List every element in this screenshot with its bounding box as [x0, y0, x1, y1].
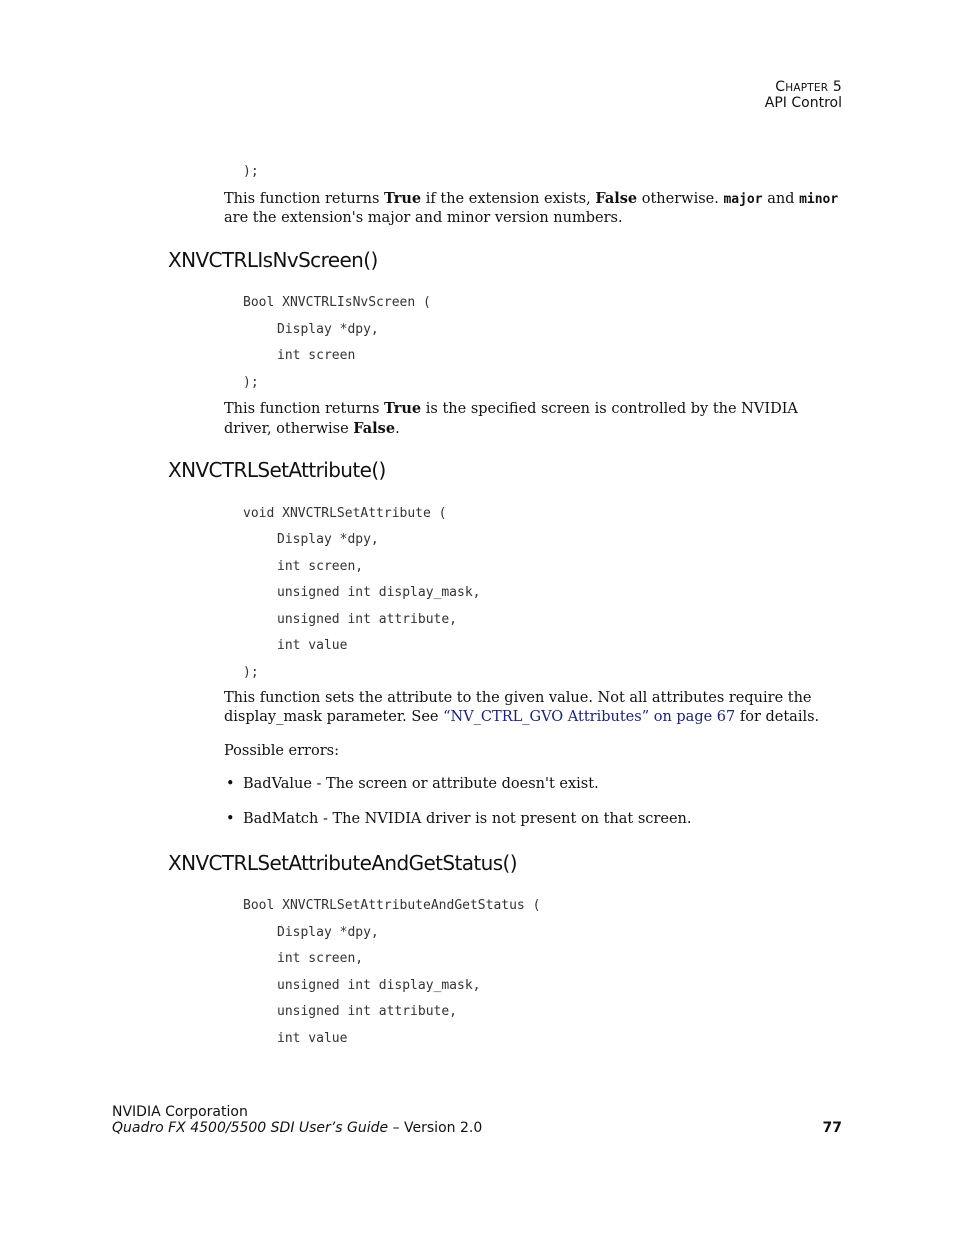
paragraph-return-value: This function returns True if the extension exists, False otherwise. major and minor are the extension's major and minor version numbers. [224, 190, 839, 226]
chapter-label: CHAPTER 5 [775, 79, 842, 95]
code-line: Bool XNVCTRLIsNvScreen ( [243, 295, 431, 310]
cross-reference-link[interactable]: “NV_CTRL_GVO Attributes” on page 67 [443, 709, 736, 725]
code-line: Display *dpy, [277, 532, 379, 547]
list-item: • BadValue - The screen or attribute doesn't exist. [226, 776, 599, 792]
code-line: void XNVCTRLSetAttribute ( [243, 506, 447, 521]
code-line: unsigned int display_mask, [277, 585, 481, 600]
footer-guide-title: Quadro FX 4500/5500 SDI User’s Guide – Version 2.0 [112, 1120, 483, 1136]
page-number: 77 [822, 1120, 842, 1136]
footer-company: NVIDIA Corporation [112, 1104, 248, 1120]
code-line: int screen, [277, 951, 364, 966]
running-header [765, 80, 842, 111]
bullet-icon: • [226, 776, 235, 792]
code-line: ); [243, 375, 259, 390]
code-line: int screen [277, 348, 356, 363]
paragraph-isnvscreen-return: This function returns True is the specified screen is controlled by the NVIDIA driver, otherwise False. [224, 400, 798, 437]
code-line: unsigned int attribute, [277, 612, 458, 627]
code-line: Bool XNVCTRLSetAttributeAndGetStatus ( [243, 898, 541, 913]
list-item: • BadMatch - The NVIDIA driver is not present on that screen. [226, 811, 692, 827]
section-label: API Control [764, 95, 842, 111]
code-line: ); [243, 665, 259, 680]
heading-xnvctrlsetattributeandgetstatus: XNVCTRLSetAttributeAndGetStatus() [168, 851, 517, 875]
heading-xnvctrlisnvscreen: XNVCTRLIsNvScreen() [168, 248, 378, 272]
code-line: Display *dpy, [277, 925, 379, 940]
code-line: int value [277, 1031, 348, 1046]
bullet-icon: • [226, 811, 235, 827]
heading-xnvctrlsetattribute: XNVCTRLSetAttribute() [168, 458, 386, 482]
code-line: unsigned int display_mask, [277, 978, 481, 993]
code-closing-paren: ); [243, 164, 259, 179]
code-line: int value [277, 638, 348, 653]
code-line: unsigned int attribute, [277, 1004, 458, 1019]
page-footer [112, 1104, 842, 1136]
code-line: Display *dpy, [277, 322, 379, 337]
paragraph-setattribute-desc: This function sets the attribute to the given value. Not all attributes require the display_mask parameter. See “NV_CTRL_GVO Attributes” on page 67 for details. [224, 690, 820, 725]
possible-errors-label: Possible errors: [224, 743, 339, 759]
code-line: int screen, [277, 559, 364, 574]
